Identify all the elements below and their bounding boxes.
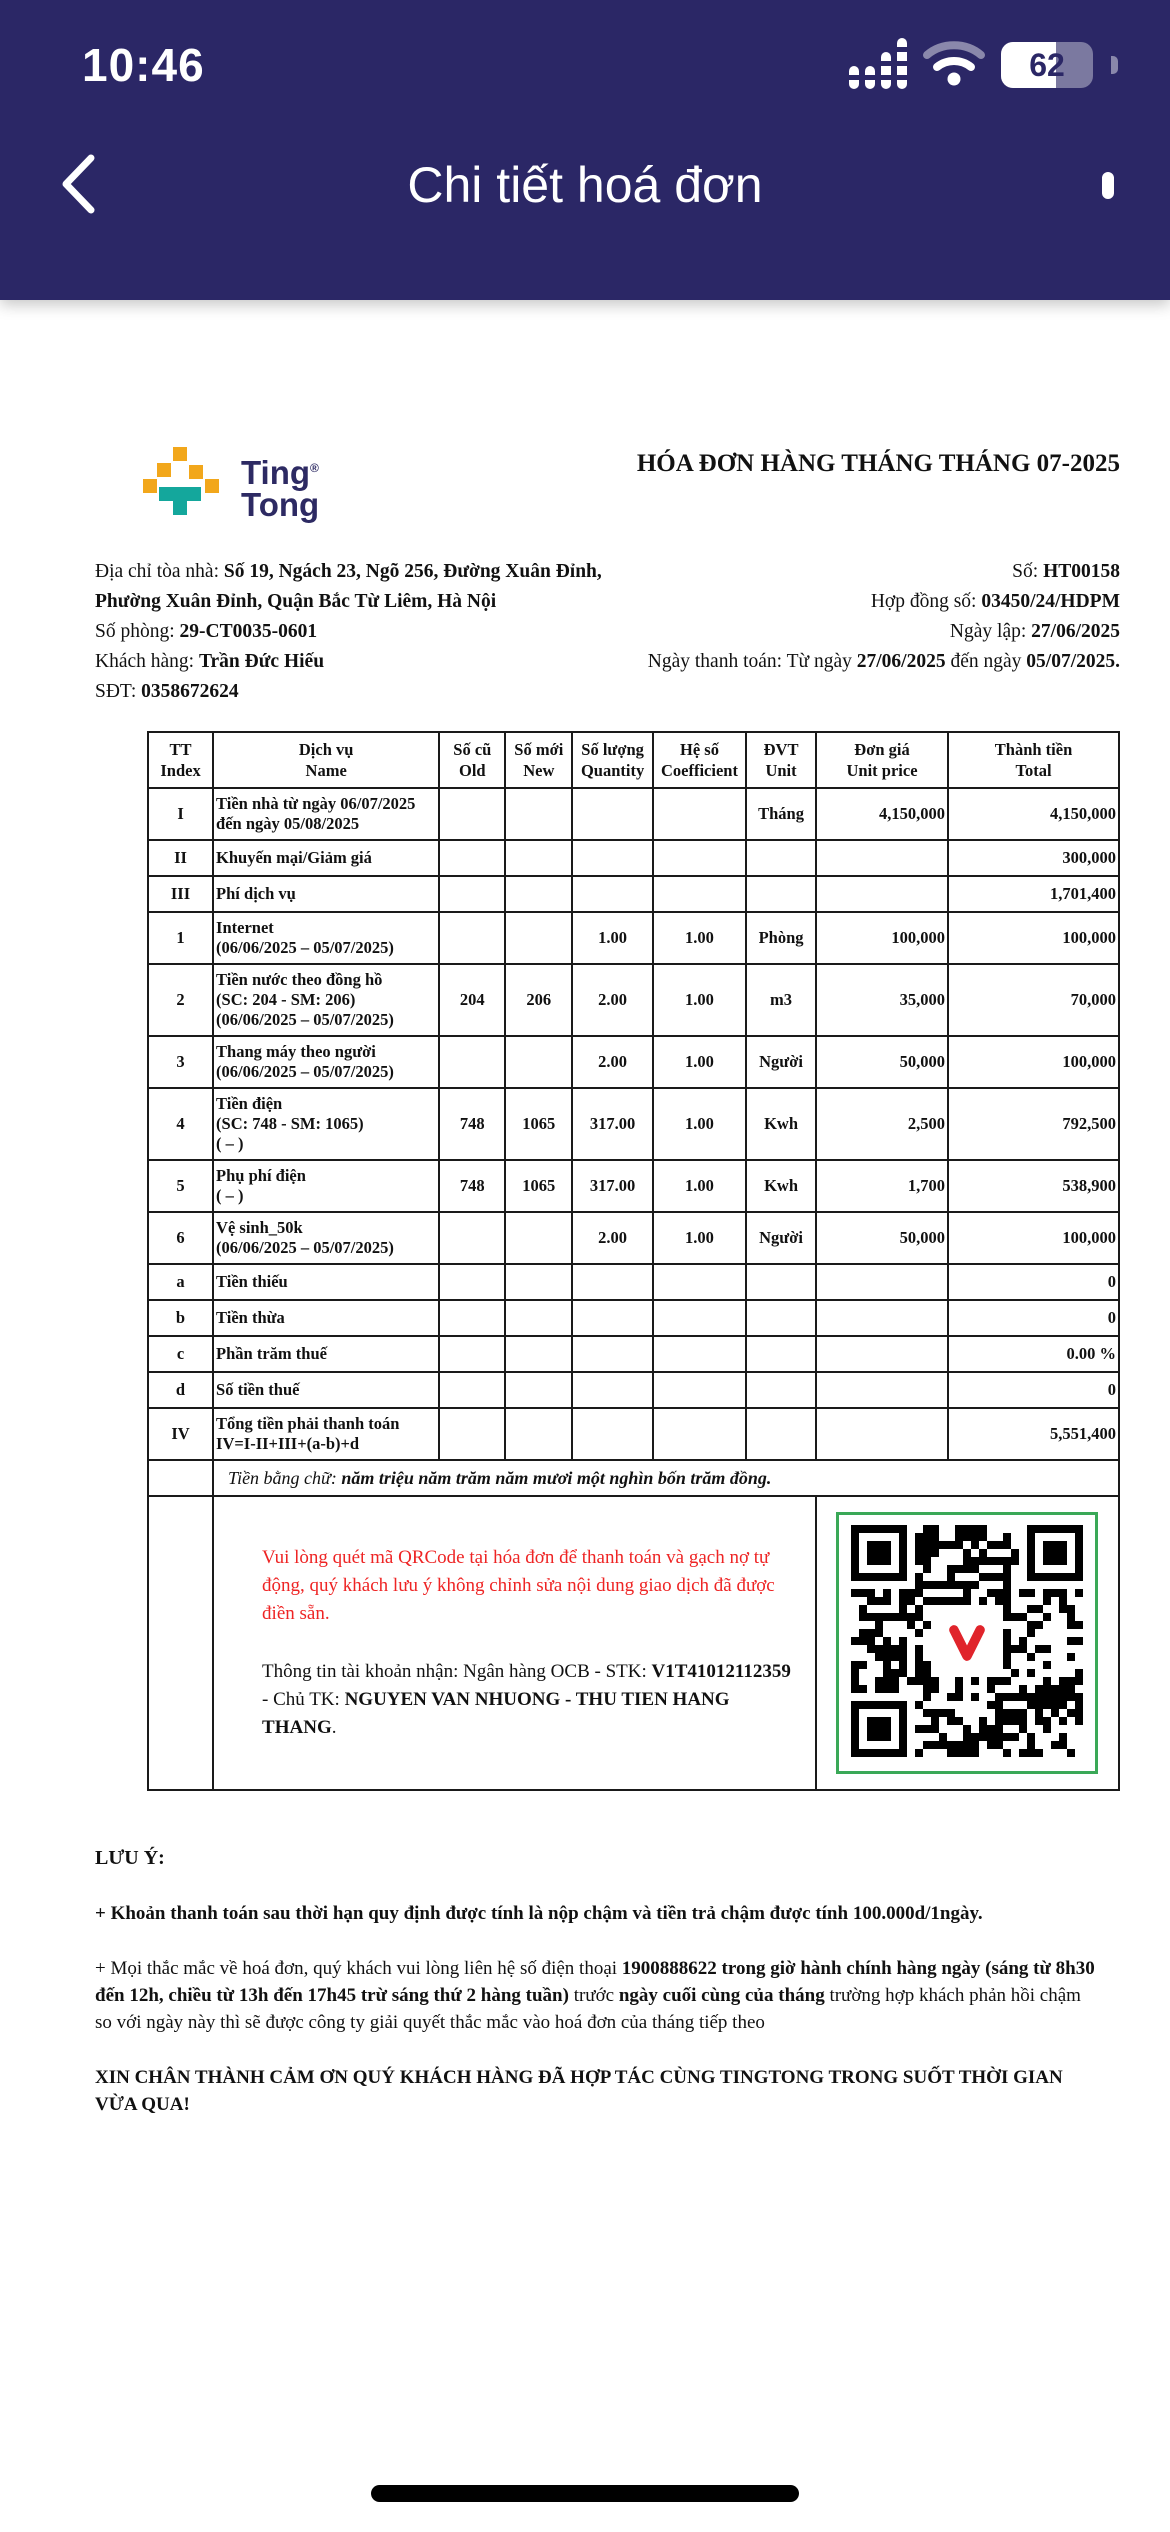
cell-coef — [653, 788, 746, 840]
cell-new: 1065 — [505, 1088, 572, 1160]
tingtong-wordmark: Ting® Tong — [241, 454, 320, 524]
cell-unit: Phòng — [746, 912, 816, 964]
cell-name: Phần trăm thuế — [213, 1336, 439, 1372]
cell-total: 0 — [948, 1300, 1119, 1336]
cell-tt: a — [148, 1264, 213, 1300]
cell-unit — [746, 1408, 816, 1460]
invoice-title: HÓA ĐƠN HÀNG THÁNG THÁNG 07-2025 — [636, 450, 1120, 477]
tingtong-logo — [143, 445, 319, 527]
cell-unit — [746, 840, 816, 876]
cell-qty: 2.00 — [572, 1036, 653, 1088]
cell-new — [505, 1264, 572, 1300]
column-header: TT Index — [148, 732, 213, 788]
cell-price: 1,700 — [816, 1160, 948, 1212]
page-title: Chi tiết hoá đơn — [407, 157, 763, 213]
tingtong-logo-mark — [143, 445, 225, 527]
cell-unit: Kwh — [746, 1088, 816, 1160]
qr-row — [148, 1496, 1119, 1790]
cell-coef — [653, 840, 746, 876]
cell-new — [505, 1408, 572, 1460]
building-address-line2: Phường Xuân Đỉnh, Quận Bắc Từ Liêm, Hà Nội — [95, 591, 497, 612]
cell-old — [439, 1300, 505, 1336]
invoice-table-body — [148, 788, 1119, 1460]
header-row — [148, 732, 1119, 788]
invoice-table-head — [148, 732, 1119, 788]
column-header: ĐVT Unit — [746, 732, 816, 788]
cell-name: Phí dịch vụ — [213, 876, 439, 912]
cell-tt: c — [148, 1336, 213, 1372]
cell-name: Vệ sinh_50k (06/06/2025 – 05/07/2025) — [213, 1212, 439, 1264]
chevron-left-icon — [56, 205, 98, 220]
table-row — [148, 1372, 1119, 1408]
cell-qty: 317.00 — [572, 1088, 653, 1160]
cell-tt: III — [148, 876, 213, 912]
cell-new — [505, 1212, 572, 1264]
cell-total: 0 — [948, 1372, 1119, 1408]
cell-coef — [653, 1408, 746, 1460]
table-row — [148, 876, 1119, 912]
cell-price — [816, 1264, 948, 1300]
qr-warning-text: Vui lòng quét mã QRCode tại hóa đơn để thanh toán và gạch nợ tự động, quý khách lưu ý không chỉnh sửa nội dung giao dịch đã được điền sẵn. — [262, 1547, 775, 1624]
payment-card-button[interactable] — [1094, 170, 1122, 201]
cell-total: 538,900 — [948, 1160, 1119, 1212]
cell-price — [816, 1372, 948, 1408]
cell-name: Tiền thiếu — [213, 1264, 439, 1300]
table-row — [148, 1212, 1119, 1264]
table-row — [148, 840, 1119, 876]
cell-new — [505, 1300, 572, 1336]
notes-section — [95, 1845, 1100, 2118]
cell-new — [505, 788, 572, 840]
hotline-note: + Mọi thắc mắc về hoá đơn, quý khách vui lòng liên hệ số điện thoại 1900888622 trong giờ hành chính hàng ngày (sáng từ 8h30 đến 12h, chiều từ 13h đến 17h45 trừ sáng thứ 2 hàng tuần) trước ngày cuối cùng của tháng trường hợp khách phản hồi chậm so với ngày này thì sẽ được công ty giải quyết thắc mắc vào hoá đơn của tháng tiếp theo — [95, 1958, 1095, 2033]
cell-name: Số tiền thuế — [213, 1372, 439, 1408]
cell-qty: 2.00 — [572, 964, 653, 1036]
cell-coef: 1.00 — [653, 1088, 746, 1160]
invoice-document — [0, 300, 1170, 2118]
table-row — [148, 1336, 1119, 1372]
cell-new: 206 — [505, 964, 572, 1036]
cell-old — [439, 912, 505, 964]
cell-total: 100,000 — [948, 1036, 1119, 1088]
thank-you-message: XIN CHÂN THÀNH CẢM ƠN QUÝ KHÁCH HÀNG ĐÃ HỢP TÁC CÙNG TINGTONG TRONG SUỐT THỜI GIAN VỪA QUA! — [95, 2067, 1063, 2115]
cell-old — [439, 788, 505, 840]
cell-new — [505, 1036, 572, 1088]
cell-price: 35,000 — [816, 964, 948, 1036]
cell-price: 4,150,000 — [816, 788, 948, 840]
cell-qty — [572, 876, 653, 912]
cell-name: Internet (06/06/2025 – 05/07/2025) — [213, 912, 439, 964]
column-header: Thành tiền Total — [948, 732, 1119, 788]
cell-total: 100,000 — [948, 1212, 1119, 1264]
notes-heading: LƯU Ý: — [95, 1847, 165, 1869]
qr-code-cell — [816, 1496, 1119, 1790]
table-row — [148, 788, 1119, 840]
table-row — [148, 1036, 1119, 1088]
document-header — [95, 445, 1120, 527]
cell-price: 50,000 — [816, 1212, 948, 1264]
cell-tt: IV — [148, 1408, 213, 1460]
cell-qty — [572, 1336, 653, 1372]
cell-unit: Kwh — [746, 1160, 816, 1212]
cell-qty — [572, 1408, 653, 1460]
cell-tt: 5 — [148, 1160, 213, 1212]
cell-name: Tiền nhà từ ngày 06/07/2025 đến ngày 05/08/2025 — [213, 788, 439, 840]
cell-old — [439, 1408, 505, 1460]
cell-coef — [653, 1372, 746, 1408]
cell-qty — [572, 788, 653, 840]
cell-old — [439, 1372, 505, 1408]
cell-coef: 1.00 — [653, 912, 746, 964]
cell-coef: 1.00 — [653, 1160, 746, 1212]
app-header — [0, 0, 1170, 300]
cell-name: Tiền nước theo đồng hồ (SC: 204 - SM: 206) (06/06/2025 – 05/07/2025) — [213, 964, 439, 1036]
cell-old — [439, 840, 505, 876]
amount-in-words-row — [148, 1460, 1119, 1496]
cell-tt: I — [148, 788, 213, 840]
cell-old: 204 — [439, 964, 505, 1036]
cell-total: 70,000 — [948, 964, 1119, 1036]
invoice-info — [95, 557, 1120, 707]
table-row — [148, 1264, 1119, 1300]
column-header: Số lượng Quantity — [572, 732, 653, 788]
cell-price: 50,000 — [816, 1036, 948, 1088]
cell-unit — [746, 876, 816, 912]
cell-total: 792,500 — [948, 1088, 1119, 1160]
cell-total: 5,551,400 — [948, 1408, 1119, 1460]
cell-total: 300,000 — [948, 840, 1119, 876]
contract-number: Hợp đồng số: 03450/24/HDPM — [870, 591, 1120, 612]
cell-new — [505, 876, 572, 912]
cell-price: 100,000 — [816, 912, 948, 964]
cell-old — [439, 1212, 505, 1264]
cell-price — [816, 1408, 948, 1460]
cell-tt: 4 — [148, 1088, 213, 1160]
cell-tt: 3 — [148, 1036, 213, 1088]
vietqr-v-logo — [944, 1622, 990, 1664]
cell-coef: 1.00 — [653, 1036, 746, 1088]
cell-tt: d — [148, 1372, 213, 1408]
table-row — [148, 1088, 1119, 1160]
cell-old — [439, 1036, 505, 1088]
column-header: Đơn giá Unit price — [816, 732, 948, 788]
cell-new — [505, 840, 572, 876]
cell-old — [439, 1264, 505, 1300]
battery-nub — [1111, 56, 1118, 74]
payment-qr-code — [836, 1512, 1098, 1774]
status-icons — [849, 37, 1118, 93]
building-address-line1: Địa chỉ tòa nhà: Số 19, Ngách 23, Ngõ 256, Đường Xuân Đỉnh, — [95, 561, 602, 582]
table-row — [148, 1408, 1119, 1460]
cell-qty: 1.00 — [572, 912, 653, 964]
cell-tt: 1 — [148, 912, 213, 964]
cell-coef — [653, 1264, 746, 1300]
table-row — [148, 964, 1119, 1036]
table-row — [148, 1160, 1119, 1212]
cell-coef — [653, 1336, 746, 1372]
late-payment-note: + Khoản thanh toán sau thời hạn quy định được tính là nộp chậm và tiền trả chậm được tính 100.000d/1ngày. — [95, 1903, 983, 1924]
column-header: Số cũ Old — [439, 732, 505, 788]
cell-name: Thang máy theo người (06/06/2025 – 05/07/2025) — [213, 1036, 439, 1088]
customer-info — [95, 557, 648, 707]
cell-new: 1065 — [505, 1160, 572, 1212]
cell-unit — [746, 1300, 816, 1336]
cell-new — [505, 1336, 572, 1372]
cell-coef — [653, 876, 746, 912]
cell-price: 2,500 — [816, 1088, 948, 1160]
credit-card-icon — [1102, 172, 1114, 199]
cell-name: Khuyến mại/Giảm giá — [213, 840, 439, 876]
column-header: Dịch vụ Name — [213, 732, 439, 788]
cell-qty — [572, 1372, 653, 1408]
cell-tt: b — [148, 1300, 213, 1336]
status-time: 10:46 — [82, 39, 205, 91]
battery-percent: 62 — [1029, 47, 1065, 83]
cell-qty — [572, 1264, 653, 1300]
cell-name: Tiền điện (SC: 748 - SM: 1065) ( – ) — [213, 1088, 439, 1160]
invoice-meta — [648, 557, 1120, 707]
cell-new — [505, 912, 572, 964]
payment-instructions — [213, 1496, 816, 1790]
cell-qty: 2.00 — [572, 1212, 653, 1264]
invoice-table-foot — [148, 1460, 1119, 1790]
invoice-table — [147, 731, 1120, 1791]
status-bar — [0, 0, 1170, 100]
cell-name: Tiền thừa — [213, 1300, 439, 1336]
back-button[interactable] — [48, 143, 106, 228]
cell-total: 4,150,000 — [948, 788, 1119, 840]
cell-tt: II — [148, 840, 213, 876]
cell-qty — [572, 1300, 653, 1336]
cell-total: 0 — [948, 1264, 1119, 1300]
cell-old: 748 — [439, 1088, 505, 1160]
issue-date: Ngày lập: 27/06/2025 — [949, 621, 1120, 642]
amount-in-words: Tiền bằng chữ: năm triệu năm trăm năm mươi một nghìn bốn trăm đồng. — [213, 1460, 1119, 1496]
room-number: Số phòng: 29-CT0035-0601 — [95, 621, 318, 642]
wifi-icon — [923, 40, 985, 91]
column-header: Số mới New — [505, 732, 572, 788]
cell-old: 748 — [439, 1160, 505, 1212]
column-header: Hệ số Coefficient — [653, 732, 746, 788]
cell-name: Phụ phí điện ( – ) — [213, 1160, 439, 1212]
customer-name: Khách hàng: Trần Đức Hiếu — [95, 651, 325, 672]
cell-total: 0.00 % — [948, 1336, 1119, 1372]
cell-tt: 2 — [148, 964, 213, 1036]
cell-empty — [148, 1496, 213, 1790]
cell-unit: Người — [746, 1036, 816, 1088]
cell-unit: Người — [746, 1212, 816, 1264]
cell-empty — [148, 1460, 213, 1496]
customer-phone: SĐT: 0358672624 — [95, 681, 239, 702]
cell-unit — [746, 1264, 816, 1300]
cell-coef — [653, 1300, 746, 1336]
table-row — [148, 1300, 1119, 1336]
cell-new — [505, 1372, 572, 1408]
cell-total: 100,000 — [948, 912, 1119, 964]
table-row — [148, 912, 1119, 964]
navigation-bar — [0, 100, 1170, 270]
cell-price — [816, 1336, 948, 1372]
cell-name: Tổng tiền phải thanh toán IV=I-II+III+(a-b)+d — [213, 1408, 439, 1460]
cell-old — [439, 876, 505, 912]
cell-coef: 1.00 — [653, 964, 746, 1036]
invoice-number: Số: HT00158 — [1012, 561, 1120, 582]
bank-account-info: Thông tin tài khoản nhận: Ngân hàng OCB - STK: V1T41012112359 - Chủ TK: NGUYEN VAN NHUONG - THU TIEN HANG THANG. — [262, 1661, 791, 1738]
cellular-signal-icon — [849, 37, 907, 93]
cell-unit: Tháng — [746, 788, 816, 840]
cell-price — [816, 1300, 948, 1336]
registered-mark: ® — [310, 461, 319, 475]
payment-period: Ngày thanh toán: Từ ngày 27/06/2025 đến ngày 05/07/2025. — [647, 651, 1120, 672]
cell-old — [439, 1336, 505, 1372]
cell-price — [816, 840, 948, 876]
cell-unit — [746, 1336, 816, 1372]
cell-qty — [572, 840, 653, 876]
cell-qty: 317.00 — [572, 1160, 653, 1212]
cell-unit — [746, 1372, 816, 1408]
cell-coef: 1.00 — [653, 1212, 746, 1264]
cell-price — [816, 876, 948, 912]
home-indicator[interactable] — [371, 2485, 799, 2502]
cell-unit: m3 — [746, 964, 816, 1036]
battery-icon — [1001, 42, 1093, 88]
cell-tt: 6 — [148, 1212, 213, 1264]
cell-total: 1,701,400 — [948, 876, 1119, 912]
